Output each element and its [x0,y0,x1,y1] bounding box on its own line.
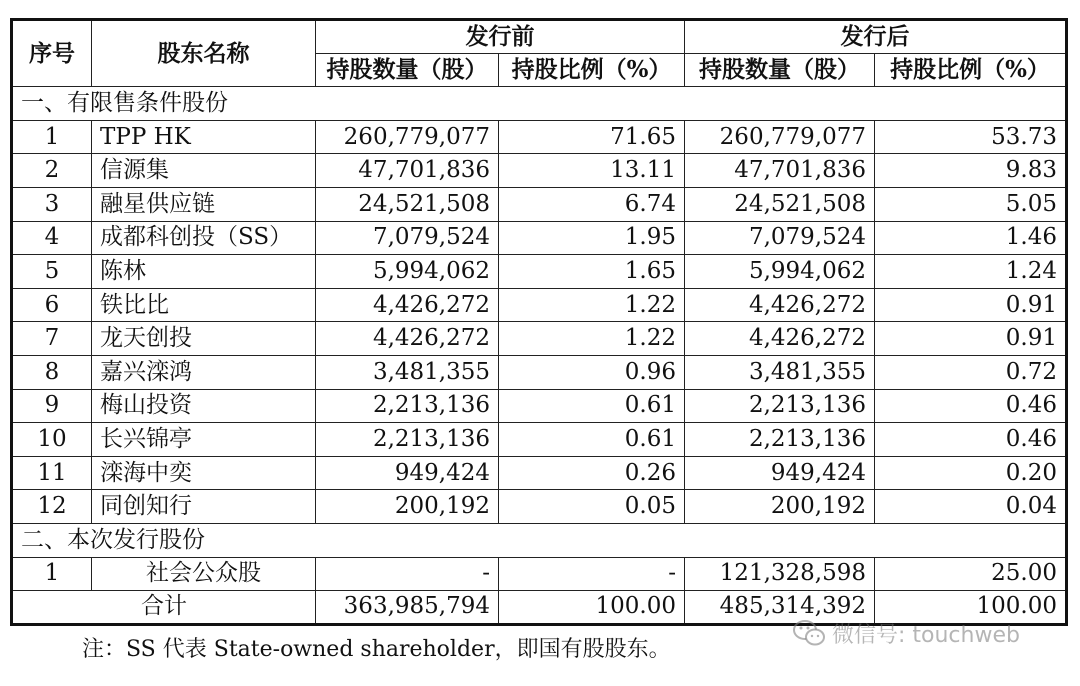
row-before-qty: 7,079,524 [316,221,499,255]
row-before-qty: 5,994,062 [316,255,499,289]
row-before-ratio: 0.05 [499,490,685,524]
table-row [12,490,1067,524]
row-before-qty: 260,779,077 [316,120,499,154]
section-label: 一、有限售条件股份 [12,87,1067,121]
row-after-ratio: 0.46 [875,389,1067,423]
total-after-qty: 485,314,392 [685,591,875,625]
row-after-qty: 200,192 [685,490,875,524]
total-after-ratio: 100.00 [875,591,1067,625]
row-after-qty: 2,213,136 [685,389,875,423]
row-before-ratio: 1.95 [499,221,685,255]
row-before-ratio: 0.96 [499,355,685,389]
shareholder-table [10,18,1068,626]
row-seq: 5 [12,255,92,289]
table-row [12,355,1067,389]
row-after-ratio: 0.91 [875,322,1067,356]
table-row [12,423,1067,457]
row-after-ratio: 53.73 [875,120,1067,154]
header-before-qty: 持股数量（股） [316,53,499,87]
row-after-ratio: 0.46 [875,423,1067,457]
row-before-qty: 24,521,508 [316,187,499,221]
row-after-qty: 7,079,524 [685,221,875,255]
row-name: 长兴锦亭 [92,423,316,457]
row-before-ratio: - [499,557,685,591]
row-before-qty: 2,213,136 [316,389,499,423]
total-before-ratio: 100.00 [499,591,685,625]
table-row [12,389,1067,423]
row-seq: 6 [12,288,92,322]
total-before-qty: 363,985,794 [316,591,499,625]
row-name: 铁比比 [92,288,316,322]
total-row [12,591,1067,625]
table-row [12,322,1067,356]
table-row [12,456,1067,490]
row-before-ratio: 6.74 [499,187,685,221]
row-before-qty: 4,426,272 [316,288,499,322]
section-row-restricted [12,87,1067,121]
row-name: 陈林 [92,255,316,289]
row-after-ratio: 0.91 [875,288,1067,322]
header-after: 发行后 [685,20,1067,54]
row-name: 信源集 [92,154,316,188]
row-seq: 3 [12,187,92,221]
header-before: 发行前 [316,20,685,54]
row-after-ratio: 0.04 [875,490,1067,524]
row-seq: 4 [12,221,92,255]
row-name: 滦海中奕 [92,456,316,490]
row-before-ratio: 13.11 [499,154,685,188]
row-after-qty: 2,213,136 [685,423,875,457]
row-seq: 12 [12,490,92,524]
row-seq: 8 [12,355,92,389]
row-before-qty: 47,701,836 [316,154,499,188]
row-after-qty: 121,328,598 [685,557,875,591]
row-after-ratio: 1.24 [875,255,1067,289]
row-name: 嘉兴滦鸿 [92,355,316,389]
row-seq: 1 [12,120,92,154]
table-row [12,221,1067,255]
row-after-ratio: 0.72 [875,355,1067,389]
row-seq: 2 [12,154,92,188]
table-row [12,120,1067,154]
row-after-qty: 4,426,272 [685,322,875,356]
row-after-qty: 47,701,836 [685,154,875,188]
document [10,18,1066,663]
row-before-qty: 3,481,355 [316,355,499,389]
row-after-qty: 5,994,062 [685,255,875,289]
header-after-ratio: 持股比例（%） [875,53,1067,87]
header-seq: 序号 [12,20,92,87]
row-before-ratio: 71.65 [499,120,685,154]
section-label: 二、本次发行股份 [12,523,1067,557]
table-row [12,557,1067,591]
row-seq: 11 [12,456,92,490]
row-name: 龙天创投 [92,322,316,356]
table-row [12,288,1067,322]
row-before-ratio: 1.65 [499,255,685,289]
row-before-ratio: 1.22 [499,322,685,356]
row-seq: 10 [12,423,92,457]
row-name: 成都科创投（SS） [92,221,316,255]
row-after-qty: 3,481,355 [685,355,875,389]
row-after-ratio: 0.20 [875,456,1067,490]
row-before-ratio: 0.61 [499,423,685,457]
row-after-qty: 4,426,272 [685,288,875,322]
table-row [12,255,1067,289]
row-name: 社会公众股 [92,557,316,591]
row-after-qty: 260,779,077 [685,120,875,154]
header-after-qty: 持股数量（股） [685,53,875,87]
section-row-new-issue [12,523,1067,557]
table-row [12,187,1067,221]
row-seq: 7 [12,322,92,356]
watermark-text: 微信号: touchweb [832,622,1020,648]
row-before-ratio: 0.61 [499,389,685,423]
row-before-qty: 2,213,136 [316,423,499,457]
row-name: 融星供应链 [92,187,316,221]
header-name: 股东名称 [92,20,316,87]
table-note: 注：SS 代表 State-owned shareholder，即国有股股东。 [82,636,671,662]
row-before-qty: - [316,557,499,591]
row-after-qty: 24,521,508 [685,187,875,221]
total-label: 合计 [12,591,316,625]
row-after-ratio: 1.46 [875,221,1067,255]
row-after-qty: 949,424 [685,456,875,490]
table-row [12,154,1067,188]
row-before-qty: 949,424 [316,456,499,490]
row-before-ratio: 0.26 [499,456,685,490]
row-seq: 1 [12,557,92,591]
row-name: 同创知行 [92,490,316,524]
row-before-ratio: 1.22 [499,288,685,322]
row-after-ratio: 5.05 [875,187,1067,221]
row-after-ratio: 9.83 [875,154,1067,188]
row-before-qty: 200,192 [316,490,499,524]
row-name: TPP HK [92,120,316,154]
row-seq: 9 [12,389,92,423]
row-name: 梅山投资 [92,389,316,423]
row-before-qty: 4,426,272 [316,322,499,356]
table-body [12,87,1067,625]
header-before-ratio: 持股比例（%） [499,53,685,87]
row-after-ratio: 25.00 [875,557,1067,591]
